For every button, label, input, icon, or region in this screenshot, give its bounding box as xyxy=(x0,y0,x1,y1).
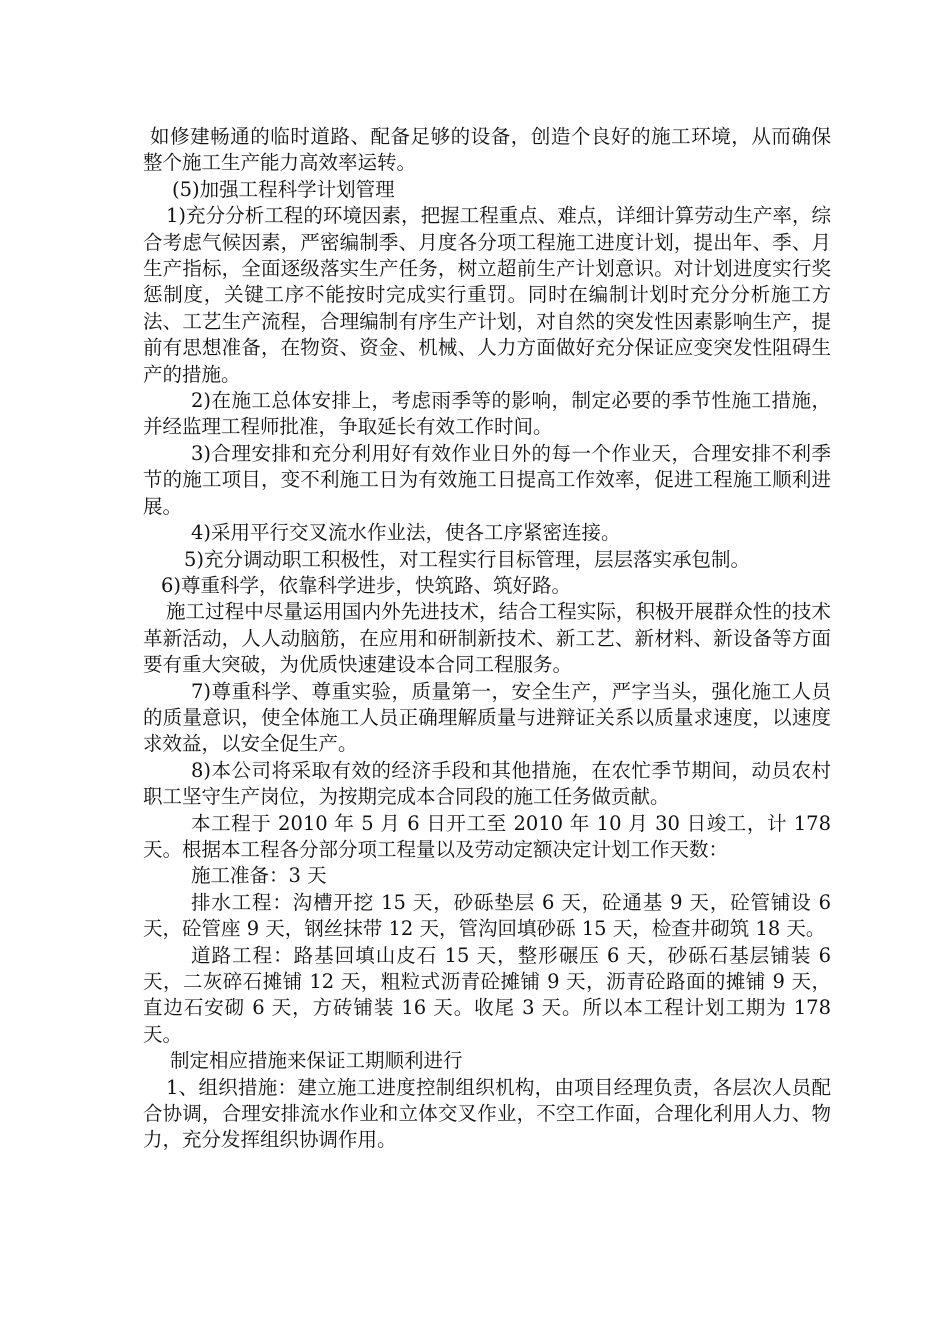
paragraph-item-1: 1)充分分析工程的环境因素，把握工程重点、难点，详细计算劳动生产率，综合考虑气候因素，严密编制季、月度各分项工程施工进度计划，提出年、季、月生产指标，全面逐级落实生产任务，树立超前生产计划意识。对计划进度实行奖惩制度，关键工序不能按时完成实行重罚。同时在编制计划时充分分析施工方法、工艺生产流程，合理编制有序生产计划，对自然的突发性因素影响生产，提前有思想准备，在物资、资金、机械、人力方面做好充分保证应变突发性阻碍生产的措施。 xyxy=(143,204,831,386)
paragraph-site-environment: 如修建畅通的临时道路、配备足够的设备，创造个良好的施工环境，从而确保整个施工生产能力高效率运转。 xyxy=(143,125,831,175)
paragraph-schedule: 本工程于 2010 年 5 月 6 日开工至 2010 年 10 月 30 日竣工，计 178 天。根据本工程各分部分项工程量以及劳动定额决定计划工作天数： xyxy=(143,811,831,861)
paragraph-organization-measures: 1、组织措施：建立施工进度控制组织机构，由项目经理负责，各层次人员配合协调，合理安排流水作业和立体交叉作业，不空工作面，合理化利用人力、物力，充分发挥组织协调作用。 xyxy=(143,1075,831,1152)
paragraph-item-8: 8)本公司将采取有效的经济手段和其他措施，在农忙季节期间，动员农村职工坚守生产岗位，为按期完成本合同段的施工任务做贡献。 xyxy=(143,758,831,809)
paragraph-technology: 施工过程中尽量运用国内外先进技术，结合工程实际，积极开展群众性的技术革新活动，人人动脑筋，在应用和研制新技术、新工艺、新材料、新设备等方面要有重大突破，为优质快速建设本合同工程服务。 xyxy=(143,600,831,677)
paragraph-item-4: 4)采用平行交叉流水作业法，使各工序紧密连接。 xyxy=(191,521,621,545)
heading-guarantee-measures: 制定相应措施来保证工期顺利进行 xyxy=(170,1049,463,1073)
paragraph-preparation: 施工准备：3 天 xyxy=(191,864,327,888)
paragraph-item-3: 3)合理安排和充分利用好有效作业日外的每一个作业天，合理安排不利季节的施工项目，变不利施工日为有效施工日提高工作效率，促进工程施工顺利进展。 xyxy=(143,441,831,518)
paragraph-road: 道路工程：路基回填山皮石 15 天，整形碾压 6 天，砂砾石基层铺装 6 天，二灰碎石摊铺 12 天，粗粒式沥青砼摊铺 9 天，沥青砼路面的摊铺 9 天，直边石安砌 6 天，方砖铺装 16 天。收尾 3 天。所以本工程计划工期为 178 天。 xyxy=(143,943,831,1046)
paragraph-item-7: 7)尊重科学、尊重实验，质量第一，安全生产，严字当头，强化施工人员的质量意识，使全体施工人员正确理解质量与进辩证关系以质量求速度，以速度求效益，以安全促生产。 xyxy=(143,679,831,756)
paragraph-drainage: 排水工程：沟槽开挖 15 天，砂砾垫层 6 天，砼通基 9 天，砼管铺设 6 天，砼管座 9 天，钢丝抹带 12 天，管沟回填砂砾 15 天，检查井砌筑 18 天。 xyxy=(143,890,831,941)
document-page xyxy=(143,124,831,1154)
paragraph-item-2: 2)在施工总体安排上，考虑雨季等的影响，制定必要的季节性施工措施，并经监理工程师批准，争取延长有效工作时间。 xyxy=(143,389,831,439)
paragraph-item-6: 6)尊重科学，依靠科学进步，快筑路、筑好路。 xyxy=(161,573,572,597)
heading-plan-management: (5)加强工程科学计划管理 xyxy=(172,177,395,201)
paragraph-item-5: 5)充分调动职工积极性，对工程实行目标管理，层层落实承包制。 xyxy=(184,547,751,571)
